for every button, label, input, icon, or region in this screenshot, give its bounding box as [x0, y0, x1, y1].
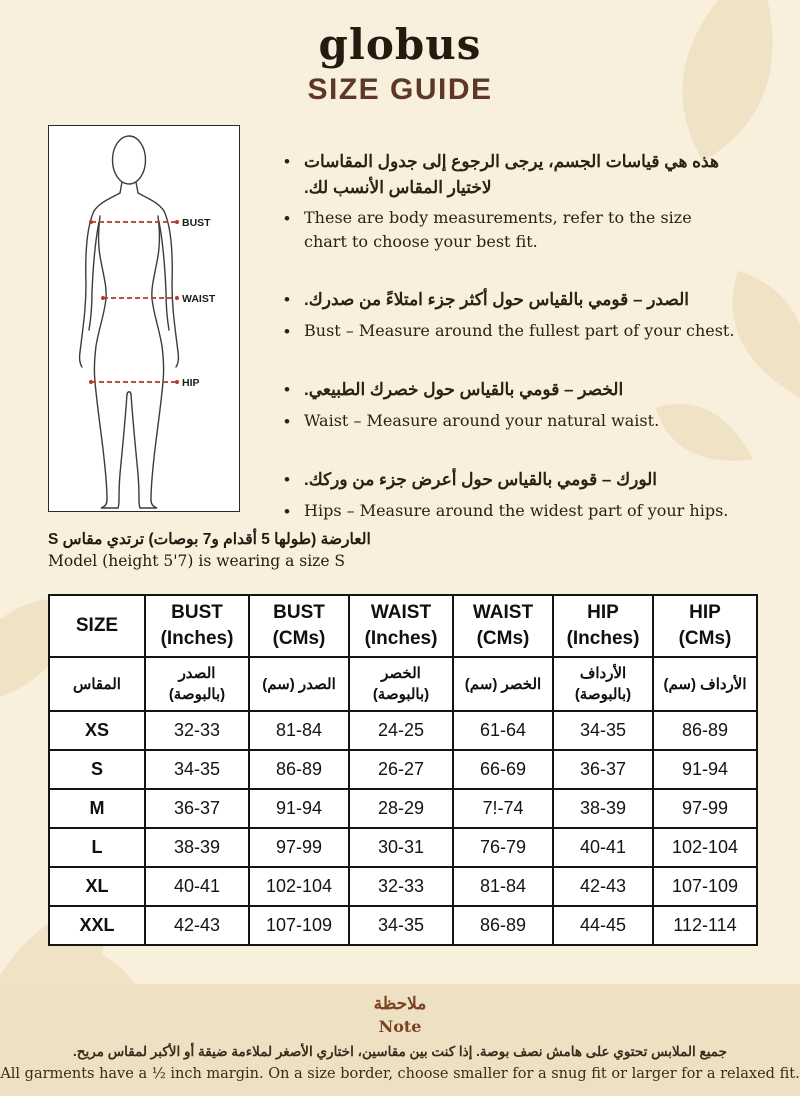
size-table: [48, 594, 758, 946]
column-header-ar: الخصر (بالبوصة): [349, 657, 453, 711]
size-table-body: [49, 595, 757, 945]
column-header-en: BUST (CMs): [249, 595, 349, 657]
measurement-cell: 86-89: [453, 906, 553, 945]
footer-note: [0, 984, 800, 1096]
bullet-group: [284, 467, 736, 524]
page-title: SIZE GUIDE: [307, 73, 493, 106]
bullet-list: [284, 149, 736, 557]
measurement-cell: 42-43: [553, 867, 653, 906]
bullet-item: [284, 377, 736, 403]
measurement-cell: 34-35: [553, 711, 653, 750]
size-label-cell: XS: [49, 711, 145, 750]
measurement-cell: 26-27: [349, 750, 453, 789]
bullet-dot-icon: •: [284, 290, 290, 309]
measurement-cell: 102-104: [653, 828, 757, 867]
column-header-en: SIZE: [49, 595, 145, 657]
measurement-cell: 42-43: [145, 906, 249, 945]
measurement-cell: 32-33: [145, 711, 249, 750]
bullet-text-en: Bust – Measure around the fullest part of your chest.: [304, 320, 735, 340]
bullet-item: [284, 319, 736, 345]
waist-line-dot: [101, 296, 105, 300]
column-header-ar: الأرداف (سم): [653, 657, 757, 711]
measurement-cell: 107-109: [653, 867, 757, 906]
column-header-ar: الصدر (بالبوصة): [145, 657, 249, 711]
measurement-cell: 7!-74: [453, 789, 553, 828]
hip-line-dot: [175, 380, 179, 384]
measurement-cell: 66-69: [453, 750, 553, 789]
bullet-item: [284, 287, 736, 313]
size-label-cell: M: [49, 789, 145, 828]
column-header-ar: الصدر (سم): [249, 657, 349, 711]
bullet-dot-icon: •: [284, 411, 290, 431]
table-row: [49, 789, 757, 828]
bullet-text-en: These are body measurements, refer to the size chart to choose your best fit.: [304, 208, 692, 251]
column-header-en: BUST (Inches): [145, 595, 249, 657]
measurement-cell: 32-33: [349, 867, 453, 906]
bullet-text-ar: الورك – قومي بالقياس حول أعرض جزء من وركك.: [304, 470, 658, 489]
bullet-dot-icon: •: [284, 152, 290, 171]
bullet-text-en: Waist – Measure around your natural waist.: [304, 410, 660, 430]
model-note-en: Model (height 5'7) is wearing a size S: [48, 552, 346, 570]
waist-label: WAIST: [182, 293, 216, 305]
measurement-cell: 81-84: [249, 711, 349, 750]
column-header-en: HIP (Inches): [553, 595, 653, 657]
bullet-dot-icon: •: [284, 501, 290, 521]
table-row: [49, 906, 757, 945]
bullet-dot-icon: •: [284, 209, 290, 228]
measurement-cell: 86-89: [653, 711, 757, 750]
measurement-cell: 34-35: [145, 750, 249, 789]
measurement-cell: 24-25: [349, 711, 453, 750]
bullet-text-ar: هذه هي قياسات الجسم، يرجى الرجوع إلى جدول المقاسات لاختيار المقاس الأنسب لك.: [304, 152, 719, 197]
measurement-cell: 36-37: [145, 789, 249, 828]
measurement-cell: 36-37: [553, 750, 653, 789]
bullet-text-en: Hips – Measure around the widest part of your hips.: [304, 500, 729, 520]
bullet-dot-icon: •: [284, 380, 290, 399]
table-row: [49, 750, 757, 789]
size-label-cell: XXL: [49, 906, 145, 945]
measurement-cell: 40-41: [553, 828, 653, 867]
measurement-cell: 107-109: [249, 906, 349, 945]
size-label-cell: S: [49, 750, 145, 789]
measurement-cell: 81-84: [453, 867, 553, 906]
bullet-item: [284, 149, 736, 200]
bust-line-dot: [89, 220, 93, 224]
measurement-cell: 91-94: [653, 750, 757, 789]
column-header-en: WAIST (CMs): [453, 595, 553, 657]
bullet-group: [284, 149, 736, 254]
waist-line-dot: [175, 296, 179, 300]
figure-outer-legs: [95, 382, 163, 500]
bust-label: BUST: [182, 217, 211, 229]
column-header-en: WAIST (Inches): [349, 595, 453, 657]
measurement-cell: 30-31: [349, 828, 453, 867]
column-header-ar: الأرداف (بالبوصة): [553, 657, 653, 711]
bullet-item: [284, 467, 736, 493]
measurement-cell: 34-35: [349, 906, 453, 945]
size-label-cell: L: [49, 828, 145, 867]
size-label-cell: XL: [49, 867, 145, 906]
bullet-text-ar: الصدر – قومي بالقياس حول أكثر جزء امتلاءً من صدرك.: [304, 290, 689, 309]
measurement-cell: 44-45: [553, 906, 653, 945]
bullet-group: [284, 377, 736, 434]
bullet-item: [284, 499, 736, 525]
bullet-item: [284, 206, 736, 254]
brand-logo: globus: [318, 20, 482, 69]
note-title-en: Note: [378, 1017, 422, 1036]
measurement-cell: 102-104: [249, 867, 349, 906]
measurement-cell: 28-29: [349, 789, 453, 828]
measurement-cell: 61-64: [453, 711, 553, 750]
bust-line-dot: [175, 220, 179, 224]
bullet-text-ar: الخصر – قومي بالقياس حول خصرك الطبيعي.: [304, 380, 624, 399]
table-row: [49, 867, 757, 906]
measurement-cell: 97-99: [249, 828, 349, 867]
measurement-cell: 40-41: [145, 867, 249, 906]
figure-feet: [101, 500, 157, 508]
measurement-cell: 112-114: [653, 906, 757, 945]
body-figure-illustration: [49, 126, 238, 509]
note-title-ar: ملاحظة: [373, 994, 427, 1013]
figure-inner-legs: [119, 394, 139, 500]
measurement-cell: 38-39: [145, 828, 249, 867]
bullet-group: [284, 287, 736, 344]
note-text-en: All garments have a ½ inch margin. On a size border, choose smaller for a snug fit or larger for a relaxed fit.: [0, 1066, 800, 1082]
column-header-en: HIP (CMs): [653, 595, 757, 657]
column-header-ar: المقاس: [49, 657, 145, 711]
note-text-ar: جميع الملابس تحتوي على هامش نصف بوصة. إذا كنت بين مقاسين، اختاري الأصغر لملاءمة ضيقة أو الأكبر لمقاس مريح.: [73, 1044, 727, 1059]
hip-line-dot: [89, 380, 93, 384]
figure-inner-arms: [89, 222, 169, 330]
measurement-cell: 38-39: [553, 789, 653, 828]
header: [0, 20, 800, 107]
body-measurement-diagram: [48, 125, 240, 512]
table-row: [49, 828, 757, 867]
figure-crotch: [127, 392, 131, 394]
model-note: [48, 530, 371, 570]
measurement-cell: 76-79: [453, 828, 553, 867]
measurement-cell: 97-99: [653, 789, 757, 828]
model-note-ar: العارضة (طولها 5 أقدام و7 بوصات) ترتدي مقاس S: [48, 531, 371, 548]
bullet-item: [284, 409, 736, 435]
column-header-ar: الخصر (سم): [453, 657, 553, 711]
table-row: [49, 711, 757, 750]
table-header-row-en: [49, 595, 757, 657]
figure-head: [113, 136, 146, 184]
bullet-dot-icon: •: [284, 470, 290, 489]
size-table-wrap: [48, 594, 758, 946]
bullet-dot-icon: •: [284, 321, 290, 341]
measurement-cell: 91-94: [249, 789, 349, 828]
measurement-cell: 86-89: [249, 750, 349, 789]
hip-label: HIP: [182, 377, 200, 389]
table-header-row-ar: [49, 657, 757, 711]
figure-shoulders: [94, 193, 164, 211]
figure-outer-arms: [80, 211, 178, 352]
